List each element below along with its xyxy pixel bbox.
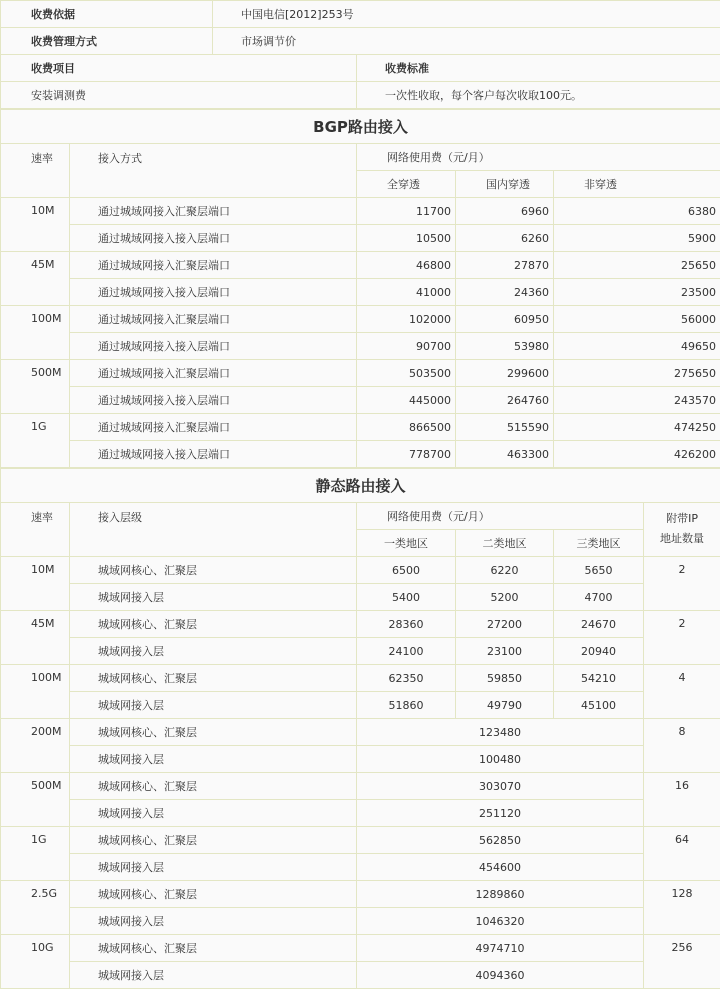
static-table-row — [1, 692, 720, 719]
bgp-table — [0, 109, 720, 468]
bgp-fee-cell: 463300 — [456, 441, 554, 468]
static-rate-cell: 200M — [1, 719, 70, 773]
bgp-fee-header: 网络使用费（元/月） — [357, 144, 720, 171]
bgp-fee-cell: 426200 — [554, 441, 720, 468]
static-fee-cell: 6220 — [456, 557, 554, 584]
static-fee-cell: 23100 — [456, 638, 554, 665]
bgp-rate-cell: 45M — [1, 252, 70, 306]
bgp-fee-cell: 445000 — [357, 387, 456, 414]
bgp-fee-cell: 56000 — [554, 306, 720, 333]
static-fee-cell: 54210 — [554, 665, 644, 692]
static-level-cell: 城域网接入层 — [70, 962, 357, 989]
bgp-fee-cell: 299600 — [456, 360, 554, 387]
mode-label: 收费管理方式 — [1, 28, 213, 55]
static-fee-cell: 5400 — [357, 584, 456, 611]
basis-value: 中国电信[2012]253号 — [213, 1, 720, 28]
static-rate-cell: 10M — [1, 557, 70, 611]
static-fee-cell: 51860 — [357, 692, 456, 719]
bgp-fee-cell: 41000 — [357, 279, 456, 306]
static-fee-cell: 6500 — [357, 557, 456, 584]
static-ip-header-line1: 附带IP — [644, 509, 720, 529]
static-rate-cell: 500M — [1, 773, 70, 827]
bgp-table-row — [1, 441, 720, 468]
bgp-method-cell: 通过城域网接入汇聚层端口 — [70, 414, 357, 441]
bgp-fee-cell: 264760 — [456, 387, 554, 414]
static-level-cell: 城域网核心、汇聚层 — [70, 773, 357, 800]
bgp-fee-cell: 24360 — [456, 279, 554, 306]
static-fee-cell-merged: 454600 — [357, 854, 644, 881]
static-rate-cell: 45M — [1, 611, 70, 665]
bgp-section-title: BGP路由接入 — [1, 110, 720, 144]
static-section-title: 静态路由接入 — [1, 469, 720, 503]
bgp-table-row — [1, 306, 720, 333]
bgp-fee-cell: 102000 — [357, 306, 456, 333]
static-table-row — [1, 854, 720, 881]
bgp-table-row — [1, 333, 720, 360]
static-fee-cell: 4700 — [554, 584, 644, 611]
static-level-cell: 城域网接入层 — [70, 854, 357, 881]
static-ip-count-cell: 16 — [644, 773, 720, 827]
static-title-row — [1, 469, 720, 503]
static-table-row — [1, 935, 720, 962]
static-ip-count-cell: 2 — [644, 611, 720, 665]
bgp-rate-header: 速率 — [1, 144, 70, 198]
bgp-table-row — [1, 360, 720, 387]
static-fee-cell: 24100 — [357, 638, 456, 665]
bgp-fee-cell: 49650 — [554, 333, 720, 360]
bgp-method-cell: 通过城域网接入汇聚层端口 — [70, 360, 357, 387]
bgp-header-row-1 — [1, 144, 720, 171]
static-fee-cell-merged: 4974710 — [357, 935, 644, 962]
bgp-method-cell: 通过城域网接入接入层端口 — [70, 333, 357, 360]
static-fee-cell-merged: 123480 — [357, 719, 644, 746]
bgp-rate-cell: 1G — [1, 414, 70, 468]
bgp-fee-cell: 23500 — [554, 279, 720, 306]
static-col-class3: 三类地区 — [554, 530, 644, 557]
static-level-cell: 城域网核心、汇聚层 — [70, 719, 357, 746]
static-level-cell: 城域网核心、汇聚层 — [70, 935, 357, 962]
static-table-row — [1, 584, 720, 611]
bgp-title-row — [1, 110, 720, 144]
static-ip-count-cell: 256 — [644, 935, 720, 989]
static-fee-cell: 20940 — [554, 638, 644, 665]
install-item: 安装调测费 — [1, 82, 357, 109]
static-fee-cell: 5650 — [554, 557, 644, 584]
bgp-fee-cell: 5900 — [554, 225, 720, 252]
static-level-cell: 城域网核心、汇聚层 — [70, 557, 357, 584]
static-level-cell: 城域网核心、汇聚层 — [70, 665, 357, 692]
static-fee-cell: 5200 — [456, 584, 554, 611]
static-fee-header: 网络使用费（元/月） — [357, 503, 644, 530]
static-fee-cell-merged: 1289860 — [357, 881, 644, 908]
bgp-method-cell: 通过城域网接入接入层端口 — [70, 441, 357, 468]
static-table-row — [1, 800, 720, 827]
static-table-row — [1, 962, 720, 989]
bgp-fee-cell: 46800 — [357, 252, 456, 279]
bgp-rate-cell: 100M — [1, 306, 70, 360]
bgp-method-header: 接入方式 — [70, 144, 357, 198]
static-table-row — [1, 719, 720, 746]
static-ip-count-cell: 4 — [644, 665, 720, 719]
static-fee-cell: 28360 — [357, 611, 456, 638]
static-ip-count-cell: 2 — [644, 557, 720, 611]
static-fee-cell-merged: 303070 — [357, 773, 644, 800]
bgp-method-cell: 通过城域网接入汇聚层端口 — [70, 198, 357, 225]
bgp-method-cell: 通过城域网接入接入层端口 — [70, 387, 357, 414]
static-table-row — [1, 611, 720, 638]
bgp-method-cell: 通过城域网接入汇聚层端口 — [70, 252, 357, 279]
bgp-fee-cell: 10500 — [357, 225, 456, 252]
static-fee-cell-merged: 1046320 — [357, 908, 644, 935]
bgp-fee-cell: 6960 — [456, 198, 554, 225]
bgp-method-cell: 通过城域网接入接入层端口 — [70, 225, 357, 252]
static-table-row — [1, 908, 720, 935]
static-table — [0, 468, 720, 989]
bgp-fee-cell: 778700 — [357, 441, 456, 468]
mode-row — [1, 28, 720, 55]
bgp-fee-cell: 27870 — [456, 252, 554, 279]
static-ip-header-line2: 地址数量 — [644, 529, 720, 549]
bgp-table-row — [1, 279, 720, 306]
bgp-fee-cell: 60950 — [456, 306, 554, 333]
basis-label: 收费依据 — [1, 1, 213, 28]
static-table-row — [1, 773, 720, 800]
static-level-cell: 城域网核心、汇聚层 — [70, 827, 357, 854]
static-level-cell: 城域网接入层 — [70, 692, 357, 719]
bgp-fee-cell: 53980 — [456, 333, 554, 360]
static-fee-cell-merged: 251120 — [357, 800, 644, 827]
static-ip-header — [644, 503, 720, 557]
bgp-col-none: 非穿透 — [554, 171, 720, 198]
bgp-fee-cell: 275650 — [554, 360, 720, 387]
bgp-rate-cell: 10M — [1, 198, 70, 252]
standard-header: 收费标准 — [357, 55, 720, 82]
static-rate-header: 速率 — [1, 503, 70, 557]
bgp-fee-cell: 6380 — [554, 198, 720, 225]
item-header: 收费项目 — [1, 55, 357, 82]
static-table-row — [1, 557, 720, 584]
bgp-fee-cell: 474250 — [554, 414, 720, 441]
static-ip-count-cell: 64 — [644, 827, 720, 881]
static-fee-cell-merged: 4094360 — [357, 962, 644, 989]
bgp-method-cell: 通过城域网接入接入层端口 — [70, 279, 357, 306]
static-fee-cell: 27200 — [456, 611, 554, 638]
static-level-cell: 城域网接入层 — [70, 746, 357, 773]
bgp-fee-cell: 25650 — [554, 252, 720, 279]
bgp-table-row — [1, 225, 720, 252]
bgp-fee-cell: 503500 — [357, 360, 456, 387]
bgp-table-row — [1, 387, 720, 414]
static-col-class1: 一类地区 — [357, 530, 456, 557]
basis-row — [1, 1, 720, 28]
static-rate-cell: 1G — [1, 827, 70, 881]
static-header-row-1 — [1, 503, 720, 530]
static-fee-cell-merged: 100480 — [357, 746, 644, 773]
static-fee-cell-merged: 562850 — [357, 827, 644, 854]
static-ip-count-cell: 128 — [644, 881, 720, 935]
static-fee-cell: 62350 — [357, 665, 456, 692]
static-rate-cell: 2.5G — [1, 881, 70, 935]
bgp-fee-cell: 90700 — [357, 333, 456, 360]
static-table-row — [1, 746, 720, 773]
static-table-row — [1, 827, 720, 854]
static-level-cell: 城域网接入层 — [70, 800, 357, 827]
static-table-row — [1, 881, 720, 908]
static-level-cell: 城域网接入层 — [70, 584, 357, 611]
static-level-cell: 城域网核心、汇聚层 — [70, 881, 357, 908]
static-fee-cell: 45100 — [554, 692, 644, 719]
static-rate-cell: 100M — [1, 665, 70, 719]
bgp-fee-cell: 515590 — [456, 414, 554, 441]
bgp-table-row — [1, 252, 720, 279]
bgp-fee-cell: 6260 — [456, 225, 554, 252]
static-ip-count-cell: 8 — [644, 719, 720, 773]
bgp-col-domestic: 国内穿透 — [456, 171, 554, 198]
install-standard: 一次性收取，每个客户每次收取100元。 — [357, 82, 720, 109]
static-rate-cell: 10G — [1, 935, 70, 989]
bgp-method-cell: 通过城域网接入汇聚层端口 — [70, 306, 357, 333]
static-fee-cell: 59850 — [456, 665, 554, 692]
bgp-fee-cell: 243570 — [554, 387, 720, 414]
bgp-col-full: 全穿透 — [357, 171, 456, 198]
static-fee-cell: 49790 — [456, 692, 554, 719]
bgp-table-row — [1, 198, 720, 225]
bgp-table-row — [1, 414, 720, 441]
bgp-fee-cell: 866500 — [357, 414, 456, 441]
mode-value: 市场调节价 — [213, 28, 720, 55]
bgp-rate-cell: 500M — [1, 360, 70, 414]
static-table-row — [1, 665, 720, 692]
bgp-fee-cell: 11700 — [357, 198, 456, 225]
static-level-header: 接入层级 — [70, 503, 357, 557]
install-row — [1, 82, 720, 109]
static-level-cell: 城域网接入层 — [70, 638, 357, 665]
static-table-row — [1, 638, 720, 665]
fee-info-table — [0, 0, 720, 109]
static-level-cell: 城域网核心、汇聚层 — [70, 611, 357, 638]
item-header-row — [1, 55, 720, 82]
static-col-class2: 二类地区 — [456, 530, 554, 557]
static-fee-cell: 24670 — [554, 611, 644, 638]
static-level-cell: 城域网接入层 — [70, 908, 357, 935]
